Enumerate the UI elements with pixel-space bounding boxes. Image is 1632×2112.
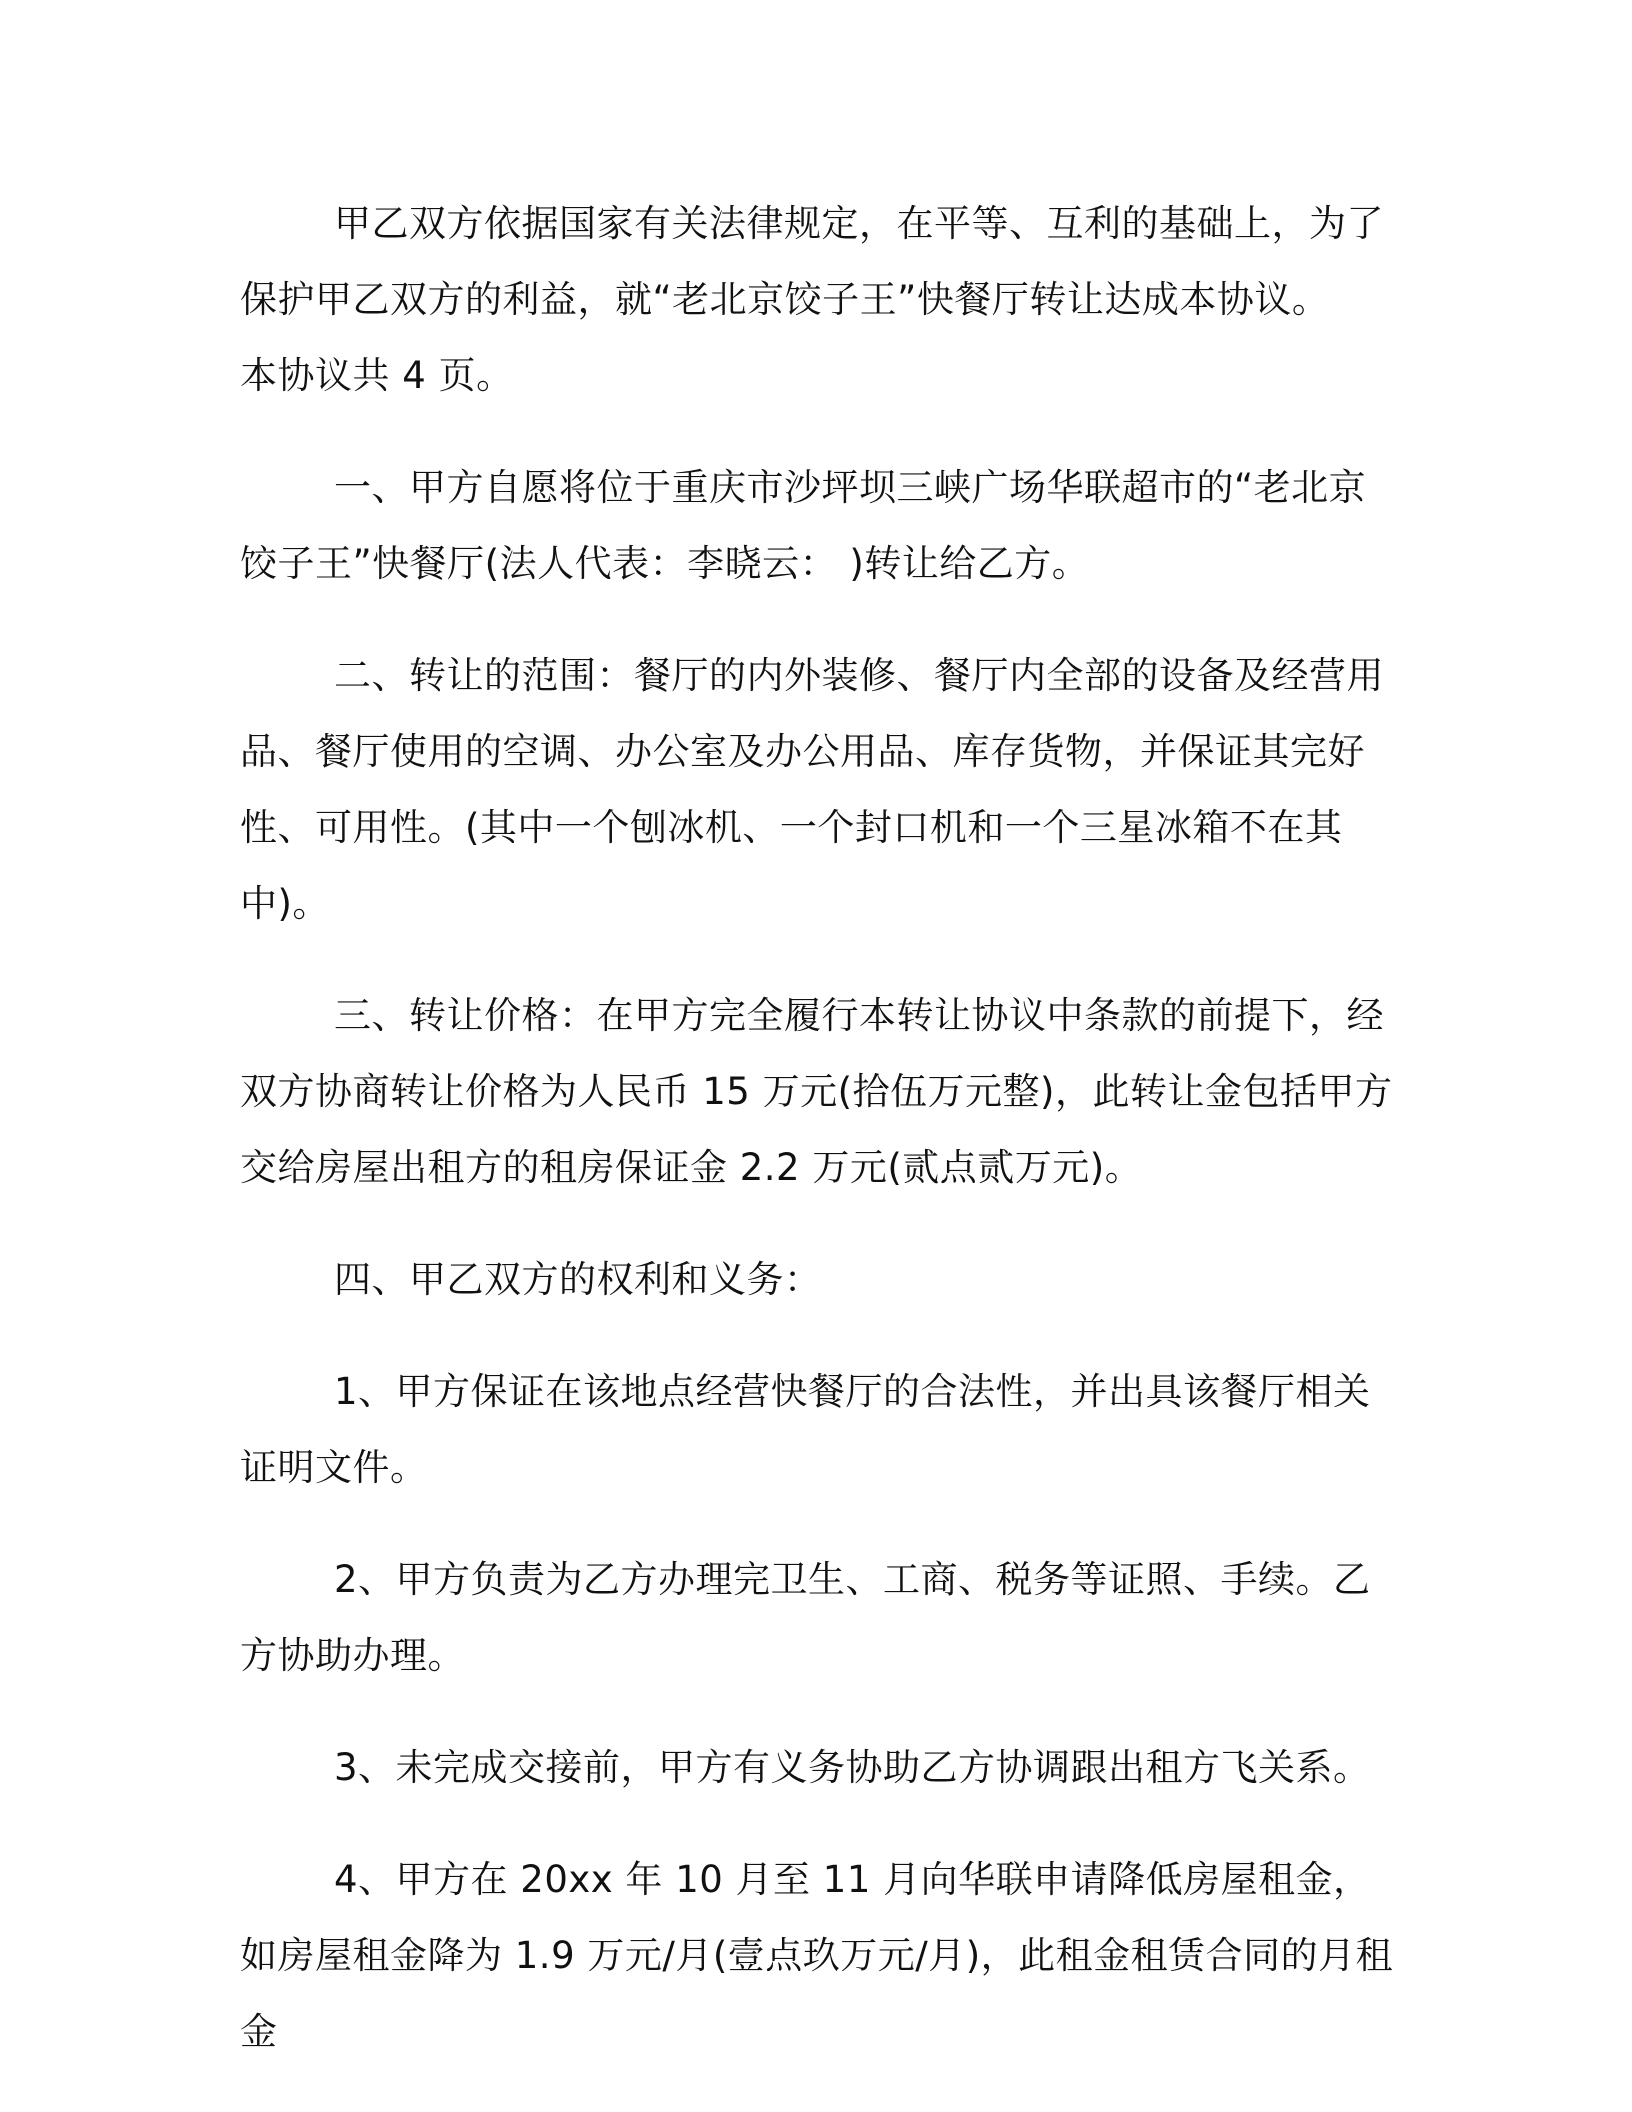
document-body xyxy=(240,186,1400,2070)
paragraph-item-3: 3、未完成交接前，甲方有义务协助乙方协调跟出租方飞关系。 xyxy=(334,1746,1371,1789)
paragraph-page-count: 本协议共 4 页。 xyxy=(240,354,514,397)
paragraph-item-1: 1、甲方保证在该地点经营快餐厅的合法性，并出具该餐厅相关证明文件。 xyxy=(240,1370,1371,1489)
paragraph-preamble: 甲乙双方依据国家有关法律规定，在平等、互利的基础上，为了保护甲乙双方的利益，就“老北京饺子王”快餐厅转让达成本协议。 xyxy=(240,202,1384,321)
paragraph-clause-4: 四、甲乙双方的权利和义务： xyxy=(334,1258,822,1301)
paragraph-clause-3: 三、转让价格：在甲方完全履行本转让协议中条款的前提下，经双方协商转让价格为人民币 15 万元(拾伍万元整)，此转让金包括甲方交给房屋出租方的租房保证金 2.2 万元(贰点贰万元)。 xyxy=(240,994,1393,1189)
paragraph-item-2: 2、甲方负责为乙方办理完卫生、工商、税务等证照、手续。乙方协助办理。 xyxy=(240,1558,1371,1677)
paragraph-clause-2: 二、转让的范围：餐厅的内外装修、餐厅内全部的设备及经营用品、餐厅使用的空调、办公室及办公用品、库存货物，并保证其完好性、可用性。(其中一个刨冰机、一个封口机和一个三星冰箱不在其中)。 xyxy=(240,654,1384,925)
paragraph-clause-1: 一、甲方自愿将位于重庆市沙坪坝三峡广场华联超市的“老北京饺子王”快餐厅(法人代表：李晓云： )转让给乙方。 xyxy=(240,466,1367,585)
paragraph-item-4: 4、甲方在 20xx 年 10 月至 11 月向华联申请降低房屋租金，如房屋租金降为 1.9 万元/月(壹点玖万元/月)，此租金租赁合同的月租金 xyxy=(240,1858,1394,2053)
